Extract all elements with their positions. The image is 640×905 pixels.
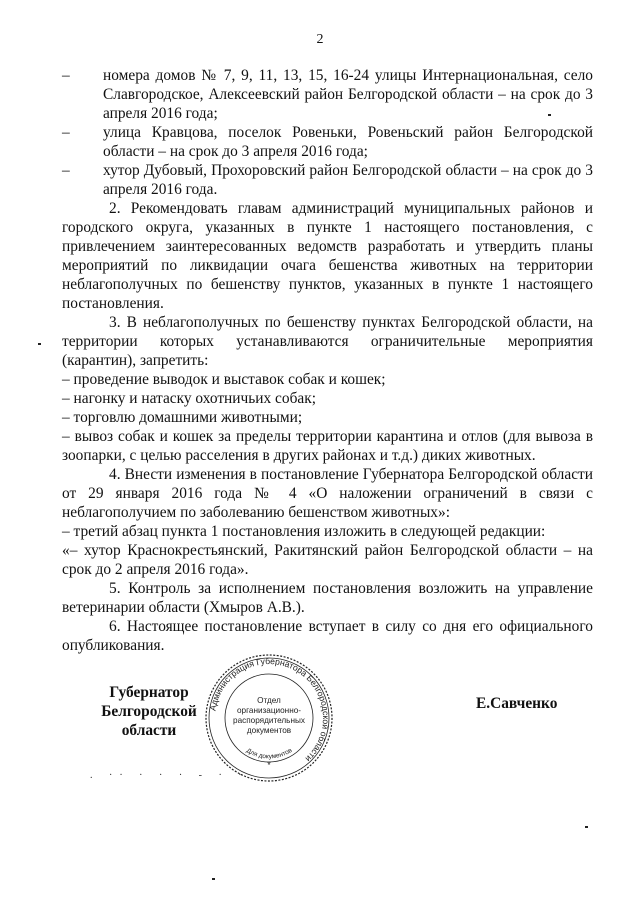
dash-item-text: номера домов № 7, 9, 11, 13, 15, 16-24 улицы Интернациональная, село Славгородское, Алексеевский район Белгородской области – на срок до 3 апреля 2016 года; [103, 67, 593, 122]
signatory-title-line1: Губернатор [109, 684, 189, 701]
paragraph: 2. Рекомендовать главам администраций муниципальных районов и городского округа, указанных в пункте 1 настоящего постановления, с привлечением заинтересованных ведомств разработать и утвердить планы мероприятий по ликвидации очага бешенства животных на территории неблагополучных по бешенству пунктов, указанных в пункте 1 настоящего постановления. [62, 200, 593, 312]
stamp-star-icon: * [267, 760, 271, 770]
dash-marker: – [62, 67, 70, 84]
dash-marker: – [62, 162, 70, 179]
signatory-title [74, 683, 224, 740]
paragraph: «– хутор Краснокрестьянский, Ракитянский район Белгородской области – на срок до 2 апреля 2016 года». [62, 542, 593, 578]
scan-speck [585, 826, 588, 828]
paragraph: 5. Контроль за исполнением постановления возложить на управление ветеринарии области (Хмыров А.В.). [62, 580, 593, 616]
scan-speck [548, 114, 551, 116]
paragraph: – вывоз собак и кошек за пределы территории карантина и отлов (для вывоза в зоопарки, с целью расселения в других районах и т.д.) диких животных. [62, 428, 593, 464]
scan-speck [38, 343, 41, 345]
dash-item-text: улица Кравцова, поселок Ровеньки, Ровеньский район Белгородской области – на срок до 3 апреля 2016 года; [103, 124, 593, 160]
dash-list-item [62, 161, 593, 199]
dash-list-item [62, 123, 593, 161]
dash-item-text: хутор Дубовый, Прохоровский район Белгородской области – на срок до 3 апреля 2016 года. [103, 162, 593, 198]
paragraph: – нагонку и натаску охотничьих собак; [62, 390, 316, 407]
stamp-inner-line-1: Отдел [257, 696, 281, 705]
stamp-inner-line-3: распорядительных [233, 716, 305, 725]
dash-list-item [62, 66, 593, 123]
stamp-ring-text: Администрация Губернатора Белгородской области [207, 655, 332, 765]
paragraph: 3. В неблагополучных по бешенству пунктах Белгородской области, на территории которых устанавливаются ограничительные мероприятия (карантин), запретить: [62, 314, 593, 369]
paragraph: – торговлю домашними животными; [62, 409, 303, 426]
paragraph: 6. Настоящее постановление вступает в силу со дня его официального опубликования. [62, 618, 593, 654]
page-number: 2 [316, 32, 324, 47]
stamp-bottom-text: Для документов [245, 747, 294, 761]
official-stamp [203, 652, 335, 784]
scan-speck [212, 878, 215, 880]
signatory-name: Е.Савченко [476, 695, 558, 712]
paragraph: – проведение выводок и выставок собак и кошек; [62, 371, 386, 388]
stamp-inner-line-2: организационно- [236, 706, 302, 715]
paragraph: 4. Внести изменения в постановление Губернатора Белгородской области от 29 января 2016 года № 4 «О наложении ограничений в связи с неблагополучием по заболеванию бешенством животных»: [62, 466, 593, 521]
dash-marker: – [62, 124, 70, 141]
scan-dots: . ·· · · · - · · [90, 770, 249, 781]
stamp-inner-line-4: документов [246, 726, 292, 735]
document-body [62, 66, 593, 655]
signatory-title-line2: Белгородской области [101, 703, 197, 739]
paragraph: – третий абзац пункта 1 постановления изложить в следующей редакции: [62, 523, 546, 540]
